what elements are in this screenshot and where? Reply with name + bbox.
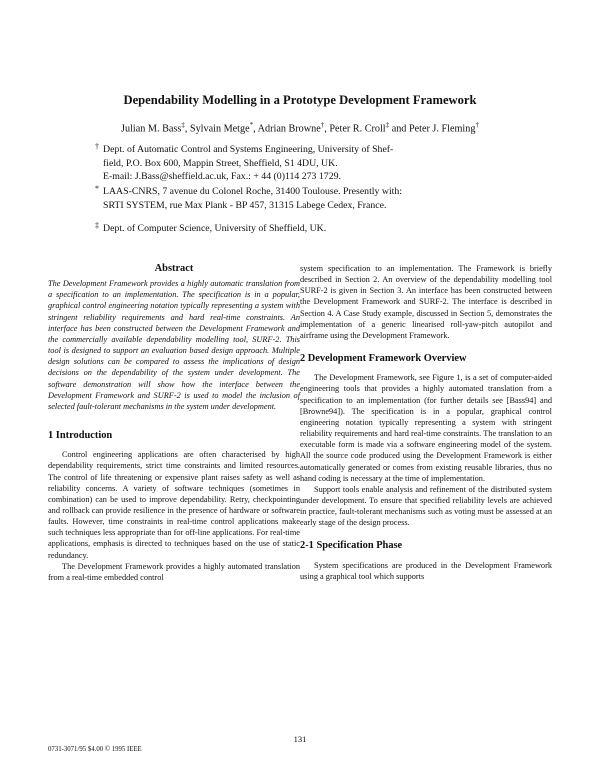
affiliation-mark: * bbox=[95, 184, 99, 193]
affiliation-sheffield-cs bbox=[95, 221, 523, 236]
paper-title: Dependability Modelling in a Prototype Development Framework bbox=[123, 93, 477, 107]
author-mark: † bbox=[320, 121, 325, 129]
affiliation-line: E-mail: J.Bass@sheffield.ac.uk, Fax.: + 44 (0)114 273 1729. bbox=[103, 171, 341, 183]
author-name: Peter R. Croll bbox=[329, 123, 386, 135]
left-column bbox=[48, 263, 300, 583]
author-mark: † bbox=[475, 121, 479, 129]
intro-paragraph: The Development Framework provides a highly automated translation from a real-time embedded control bbox=[48, 561, 300, 582]
affiliation-line: Dept. of Computer Science, University of Sheffield, UK. bbox=[103, 223, 327, 234]
abstract-text: The Development Framework provides a highly automatic translation from a specification to an implementation. The specification is in a popular, graphical control engineering notation typically representing a system with stringent reliability requirements and hard real-time constraints. An interface has been constructed between the Development Framework and the commercially available dependability modelling tool, SURF-2. This tool is designed to support an evaluation based design approach. Multiple design solutions can be compared to assess the implications of design decisions on the dependability of the system under development. The software demonstration will show how the interface between the Development Framework and SURF-2 is used to model the inclusion of selected fault-tolerant mechanisms in the system under development. bbox=[48, 279, 300, 411]
author-name: Peter J. Fleming bbox=[408, 123, 476, 135]
affiliation-line: Dept. of Automatic Control and Systems Engineering, University of Shef- bbox=[103, 144, 394, 155]
author-name: Sylvain Metge bbox=[189, 123, 250, 135]
section-heading-framework-overview: 2 Development Framework Overview bbox=[300, 353, 467, 365]
affiliation-line: SRTI SYSTEM, rue Max Plank - BP 457, 31315 Labege Cedex, France. bbox=[103, 199, 387, 211]
affiliation-mark: ‡ bbox=[95, 221, 99, 230]
page-number: 131 bbox=[293, 734, 307, 744]
affiliation-line: field, P.O. Box 600, Mappin Street, Sheffield, S1 4DU, UK. bbox=[103, 157, 338, 169]
author-name: Adrian Browne bbox=[257, 123, 321, 135]
affiliation-laas bbox=[95, 184, 523, 212]
affiliation-mark: † bbox=[95, 142, 99, 151]
overview-paragraph: Support tools enable analysis and refinement of the distributed system under development. To ensure that specified reliability levels are achieved in practice, fault-tolerant mechanisms such as voting must be assessed at an early stage of the design process. bbox=[300, 484, 552, 528]
intro-paragraph: Control engineering applications are often characterised by high dependability requirements, strict time constraints and limited resources. The control of life threatening or expensive plant raises safety as well as reliability concerns. A variety of software techniques (sometimes in combination) can be used to improve dependability. Retry, checkpointing and rollback can provide resilience in the presence of hardware or software faults. However, time constraints in real-time control applications make such techniques less appropriate than for off-line applications. For real-time applications, emphasis is directed to techniques based on the use of static redundancy. bbox=[48, 450, 300, 560]
copyright-footer: 0731-3071/95 $4.00 © 1995 IEEE bbox=[48, 746, 142, 753]
abstract-heading: Abstract bbox=[154, 263, 194, 274]
overview-paragraph: The Development Framework, see Figure 1, is a set of computer-aided engineering tools that provides a highly automated translation from a specification to an implementation (for further details see [Bass94] and [Browne94]). The specification is in a popular, graphical control engineering notation typically representing a system with stringent reliability requirements and hard real-time constraints. The translation to an executable form is made via a software engineering model of the system. All the source code produced using the Development Framework is either automatically generated or comes from existing reusable libraries, thus no hand coding is necessary at the time of implementation. bbox=[300, 373, 552, 483]
section-heading-specification-phase: 2-1 Specification Phase bbox=[300, 540, 403, 552]
author-list: Julian M. Bass‡, Sylvain Metge*, Adrian Browne†, Peter R. Croll‡ and Peter J. Fleming† bbox=[121, 121, 479, 135]
specification-paragraph: System specifications are produced in the Development Framework using a graphical tool which supports bbox=[300, 560, 552, 581]
affiliation-sheffield-acse bbox=[95, 142, 523, 184]
affiliation-line: LAAS-CNRS, 7 avenue du Colonel Roche, 31400 Toulouse. Presently with: bbox=[103, 186, 403, 197]
author-mark: ‡ bbox=[385, 121, 390, 129]
author-mark: ‡ bbox=[181, 121, 185, 129]
right-column bbox=[300, 263, 552, 582]
author-name: Julian M. Bass bbox=[121, 123, 182, 135]
intro-continuation: system specification to an implementation. The Framework is briefly described in Section 2. An overview of the dependability modelling tool SURF-2 is given in Section 3. An interface has been constructed between the Development Framework and SURF-2. The interface is described in Section 4. A Case Study example, discussed in Section 5, demonstrates the implementation of a generic linearised roll-yaw-pitch autopilot and airframe using the Development Framework. bbox=[300, 264, 552, 340]
section-heading-introduction: 1 Introduction bbox=[48, 430, 113, 442]
author-mark: * bbox=[249, 121, 254, 129]
